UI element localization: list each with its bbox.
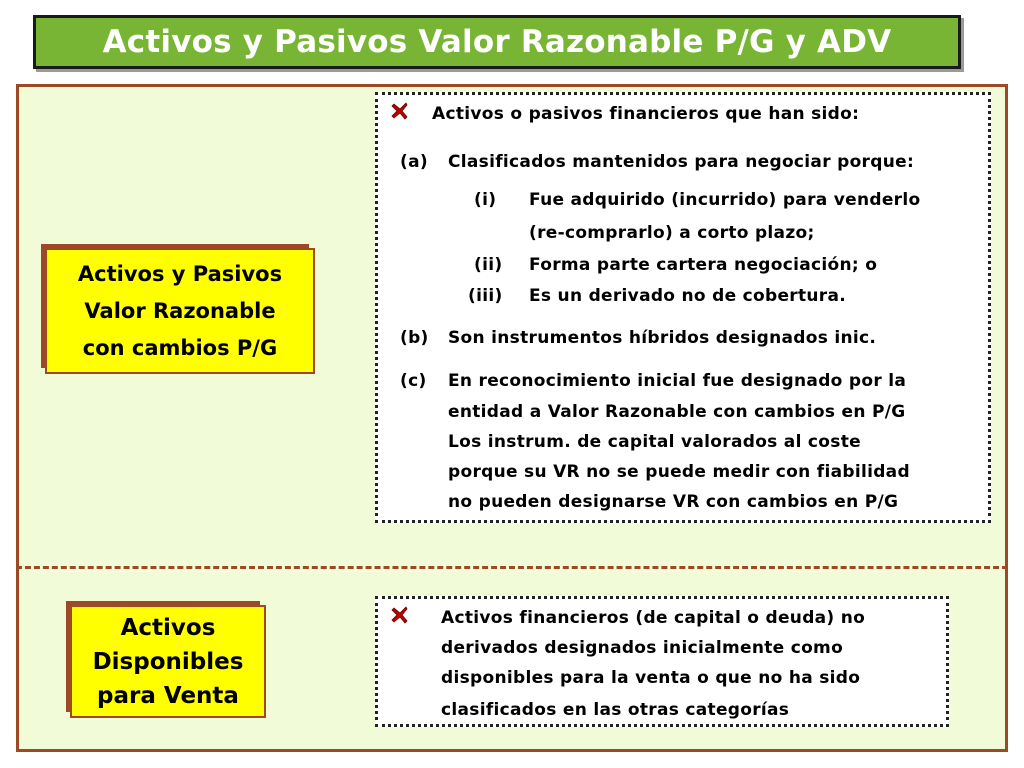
item-c-line: En reconocimiento inicial fue designado por la [448, 371, 907, 391]
item-c-line: Los instrum. de capital valorados al coste [448, 432, 861, 452]
afs-line: Activos financieros (de capital o deuda) no [441, 608, 866, 628]
item-i-marker: (i) [474, 190, 497, 210]
title-bar [33, 15, 961, 69]
afs-line: disponibles para la venta o que no ha sido [441, 668, 861, 688]
afs-line: derivados designados inicialmente como [441, 638, 844, 658]
category-label-available-for-sale [70, 605, 266, 718]
x-mark-icon [391, 606, 409, 624]
item-c-line: entidad a Valor Razonable con cambios en P/G [448, 402, 906, 422]
category-label-fair-value [45, 248, 315, 374]
item-a-text: Clasificados mantenidos para negociar porque: [448, 152, 915, 172]
item-i-text-cont: (re-comprarlo) a corto plazo; [529, 223, 815, 243]
item-b-marker: (b) [400, 328, 429, 348]
intro-text: Activos o pasivos financieros que han sido: [432, 104, 860, 124]
item-b-text: Son instrumentos híbridos designados inic. [448, 328, 877, 348]
x-mark-icon [391, 102, 409, 120]
page-title: Activos y Pasivos Valor Razonable P/G y ADV [102, 24, 892, 60]
item-ii-marker: (ii) [474, 255, 503, 275]
label-line: para Venta [97, 682, 239, 709]
item-c-line: porque su VR no se puede medir con fiabilidad [448, 462, 910, 482]
label-line: con cambios P/G [82, 335, 278, 360]
item-i-text: Fue adquirido (incurrido) para venderlo [529, 190, 921, 210]
afs-line: clasificados en las otras categorías [441, 700, 790, 720]
label-line: Activos [120, 614, 216, 641]
label-line: Disponibles [92, 648, 244, 675]
item-iii-text: Es un derivado no de cobertura. [529, 286, 847, 306]
label-line: Activos y Pasivos [77, 261, 283, 286]
section-divider [16, 566, 1008, 569]
item-ii-text: Forma parte cartera negociación; o [529, 255, 878, 275]
item-iii-marker: (iii) [468, 286, 503, 306]
item-a-marker: (a) [400, 152, 428, 172]
item-c-marker: (c) [400, 371, 427, 391]
item-c-line: no pueden designarse VR con cambios en P/G [448, 492, 899, 512]
label-line: Valor Razonable [84, 298, 276, 323]
